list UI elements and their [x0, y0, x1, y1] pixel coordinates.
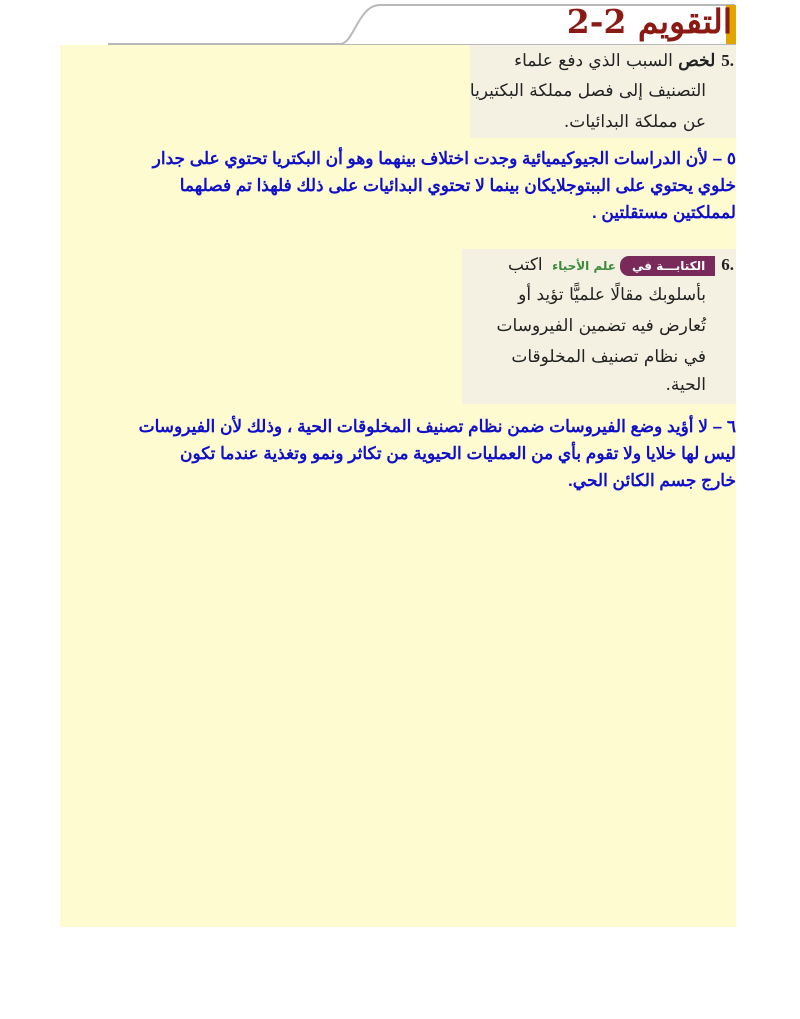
question-6-line-3: تُعارض فيه تضمين الفيروسات [496, 316, 706, 336]
question-5-line-2: التصنيف إلى فصل مملكة البكتيريا [469, 81, 706, 101]
writing-in-biology-badge [548, 250, 715, 282]
question-5-excerpt [470, 45, 736, 138]
section-title: التقويم 2-2 [566, 2, 732, 41]
writing-badge-label: الكتابـــة في [620, 256, 715, 276]
answer-6-line: ٦ – لا أؤيد وضع الفيروسات ضمن نظام تصنيف المخلوقات الحية ، وذلك لأن الفيروسات [138, 417, 736, 436]
answer-6 [60, 413, 736, 494]
question-6-line-5: الحية. [665, 375, 706, 395]
question-6-line-1 [462, 249, 736, 280]
answer-6-line: خارج جسم الكائن الحي. [568, 471, 736, 490]
answer-5 [60, 145, 736, 226]
question-5-text-1: السبب الذي دفع علماء [514, 51, 673, 71]
question-5-number: 5. [721, 51, 734, 70]
question-5-line-1 [470, 45, 736, 76]
answer-6-line: ليس لها خلايا ولا تقوم بأي من العمليات الحيوية من تكاثر ونمو وتغذية عندما تكون [180, 444, 736, 463]
answer-5-line: ٥ – لأن الدراسات الجيوكيميائية وجدت اختلاف بينهما وهو أن البكتريا تحتوي على جدار [152, 149, 736, 168]
question-6-line-2: بأسلوبك مقالًا علميًّا تؤيد أو [518, 285, 706, 305]
answer-5-line: لمملكتين مستقلتين . [591, 203, 736, 222]
badge-subject-label: علم الأحياء [552, 258, 616, 273]
question-6-line-4: في نظام تصنيف المخلوقات [511, 347, 706, 367]
question-5-line-3: عن مملكة البدائيات. [563, 112, 706, 132]
answer-5-line: خلوي يحتوي على الببتوجلايكان بينما لا تحتوي البدائيات على ذلك فلهذا تم فصلهما [179, 176, 736, 195]
question-6-excerpt [462, 249, 736, 404]
question-6-text-1: اكتب [508, 255, 543, 275]
question-5-verb: لخص [678, 51, 716, 71]
question-6-number: 6. [721, 255, 734, 274]
